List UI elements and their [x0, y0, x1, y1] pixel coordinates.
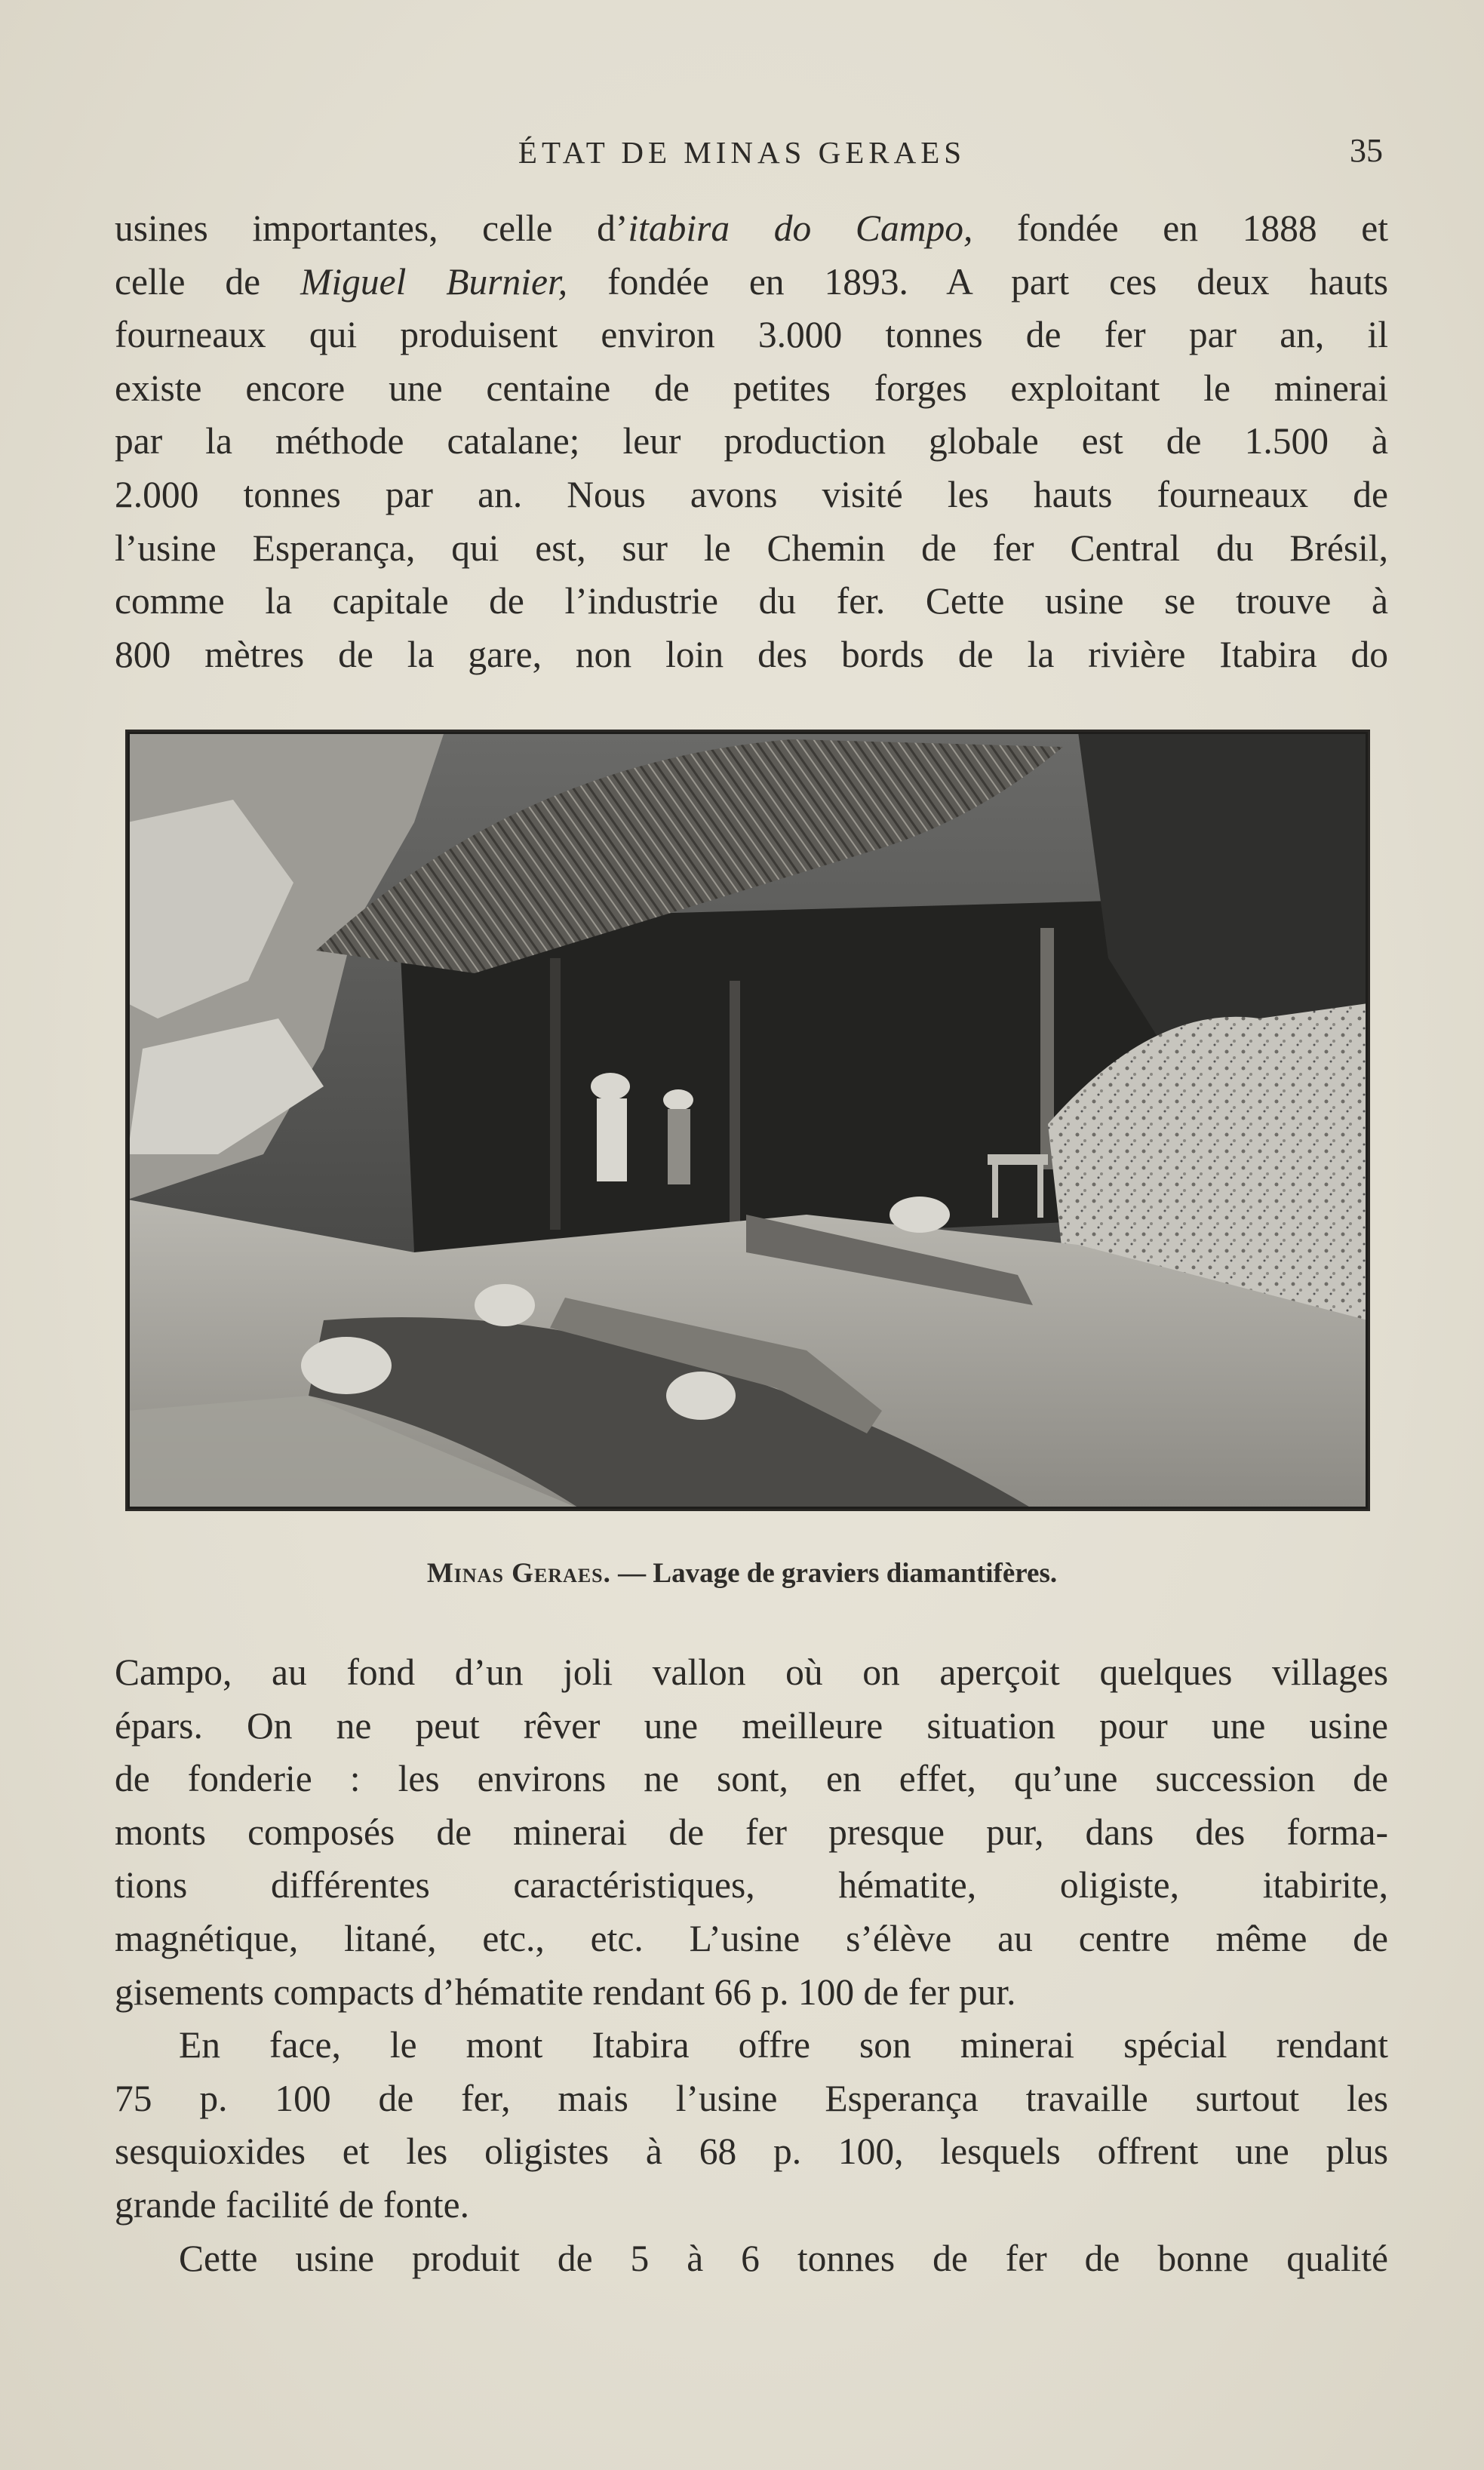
caption-place: Minas Geraes.	[426, 1558, 611, 1589]
text-line: 800 mètres de la gare, non loin des bords de la rivière Itabira do	[115, 633, 1388, 675]
text-line: tions différentes caractéristiques, hématite, oligiste, itabirite,	[115, 1864, 1388, 1906]
text-line: gisements compacts d’hématite rendant 66 p. 100 de fer pur.	[115, 1971, 1016, 2013]
place-name-italic: itabira do Campo,	[628, 207, 973, 249]
text-line	[115, 202, 1388, 256]
text-line: En face, le mont Itabira offre son minerai spécial rendant	[179, 2024, 1388, 2066]
text-line: l’usine Esperança, qui est, sur le Chemin de fer Central du Brésil,	[115, 527, 1388, 569]
text-run: usines importantes, celle d’	[115, 207, 628, 249]
text-run: celle de	[115, 260, 301, 303]
caption-text: — Lavage de graviers diamantifères.	[610, 1558, 1058, 1589]
text-line: 2.000 tonnes par an. Nous avons visité les hauts fourneaux de	[115, 473, 1388, 515]
text-line	[115, 256, 1388, 309]
running-title: ÉTAT DE MINAS GERAES	[518, 135, 966, 170]
text-line: de fonderie : les environs ne sont, en effet, qu’une succession de	[115, 1758, 1388, 1800]
text-line: épars. On ne peut rêver une meilleure situation pour une usine	[115, 1704, 1388, 1747]
text-line: 75 p. 100 de fer, mais l’usine Esperança travaille surtout les	[115, 2077, 1388, 2119]
text-line: Cette usine produit de 5 à 6 tonnes de fer de bonne qualité	[179, 2237, 1388, 2279]
text-line: sesquioxides et les oligistes à 68 p. 100, lesquels offrent une plus	[115, 2131, 1388, 2173]
running-head	[0, 127, 1484, 172]
text-line: magnétique, litané, etc., etc. L’usine s’élève au centre même de	[115, 1917, 1388, 1959]
page-number: 35	[1350, 132, 1383, 169]
photograph-diamond-washing	[125, 730, 1370, 1511]
photo-illustration	[128, 732, 1368, 1509]
text-line: existe encore une centaine de petites forges exploitant le minerai	[115, 367, 1388, 409]
figure-caption	[0, 1557, 1484, 1590]
text-line: fourneaux qui produisent environ 3.000 tonnes de fer par an, il	[115, 314, 1388, 356]
text-line: comme la capitale de l’industrie du fer. Cette usine se trouve à	[115, 580, 1388, 622]
bottom-text	[115, 1646, 1388, 2285]
text-line: Campo, au fond d’un joli vallon où on aperçoit quelques villages	[115, 1651, 1388, 1693]
text-line: monts composés de minerai de fer presque pur, dans des forma-	[115, 1811, 1388, 1853]
place-name-italic: Miguel Burnier,	[300, 260, 568, 303]
text-run: fondée en 1893. A part ces deux hauts	[567, 260, 1388, 303]
top-paragraph	[115, 202, 1388, 681]
text-run: fondée en 1888 et	[972, 207, 1388, 249]
text-line: par la méthode catalane; leur production globale est de 1.500 à	[115, 420, 1388, 462]
text-line: grande facilité de fonte.	[115, 2183, 470, 2226]
